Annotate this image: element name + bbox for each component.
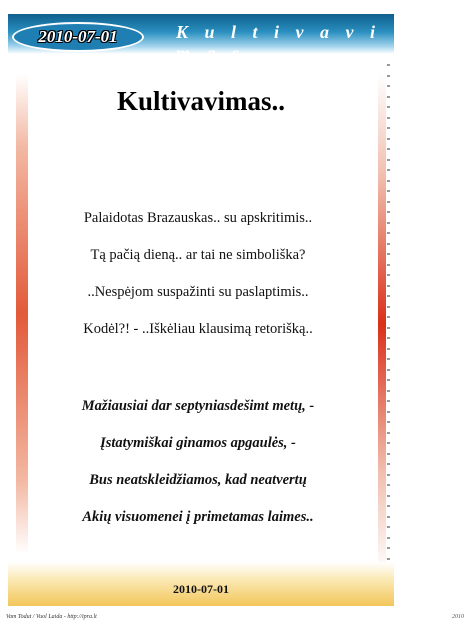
tick-mark xyxy=(387,442,390,444)
tick-mark xyxy=(387,190,390,192)
verse-line: Akių visuomenei į primetamas laimes.. xyxy=(82,509,314,525)
header-banner xyxy=(8,14,394,63)
date-badge xyxy=(12,22,144,52)
tick-mark xyxy=(387,211,390,213)
header-date: 2010-07-01 xyxy=(38,27,118,46)
verse-line: ..Nespėjom suspažinti su paslaptimis.. xyxy=(87,284,309,300)
tick-mark xyxy=(387,358,390,360)
tick-mark xyxy=(387,547,390,549)
tick-mark xyxy=(387,316,390,318)
tick-mark xyxy=(387,327,390,329)
tick-mark xyxy=(387,379,390,381)
tick-mark xyxy=(387,537,390,539)
tick-mark xyxy=(387,222,390,224)
tick-mark xyxy=(387,253,390,255)
document-title: Kultivavimas.. xyxy=(116,86,285,116)
tick-mark xyxy=(387,243,390,245)
verse-line: Tą pačią dieną.. ar tai ne simboliška? xyxy=(90,247,306,263)
footer-date: 2010-07-01 xyxy=(173,582,229,596)
verse-line: Mažiausiai dar septyniasdešimt metų, - xyxy=(81,398,315,414)
tick-mark xyxy=(387,148,390,150)
stanza-1 xyxy=(48,208,348,356)
tick-mark xyxy=(387,516,390,518)
tick-mark xyxy=(387,474,390,476)
tick-mark xyxy=(387,463,390,465)
tick-mark xyxy=(387,169,390,171)
verse-line: Kodėl?! - ..Iškėliau klausimą retorišką.. xyxy=(83,321,313,337)
tick-mark xyxy=(387,75,390,77)
tick-mark xyxy=(387,232,390,234)
stanza-2 xyxy=(48,396,348,544)
right-decorative-bar xyxy=(378,74,386,574)
footer-banner xyxy=(8,562,394,606)
verse-line: Įstatymiškai ginamos apgaulės, - xyxy=(100,435,296,451)
tick-mark xyxy=(387,526,390,528)
tick-mark xyxy=(387,295,390,297)
tick-mark xyxy=(387,337,390,339)
tick-mark xyxy=(387,400,390,402)
verse-line: Palaidotas Brazauskas.. su apskritimis.. xyxy=(83,210,313,226)
tick-mark xyxy=(387,274,390,276)
tick-mark xyxy=(387,369,390,371)
tick-mark xyxy=(387,201,390,203)
side-tick-marks xyxy=(386,64,394,574)
tick-mark xyxy=(387,453,390,455)
tick-mark xyxy=(387,484,390,486)
tick-mark xyxy=(387,558,390,560)
verse-line: Bus neatskleidžiamos, kad neatvertų xyxy=(89,472,307,488)
header-title: K u l t i v a v i m a s . . xyxy=(176,22,381,63)
tick-mark xyxy=(387,348,390,350)
tick-mark xyxy=(387,421,390,423)
tick-mark xyxy=(387,411,390,413)
tick-mark xyxy=(387,64,390,66)
tick-mark xyxy=(387,127,390,129)
tick-mark xyxy=(387,264,390,266)
tick-mark xyxy=(387,432,390,434)
tick-mark xyxy=(387,306,390,308)
tick-mark xyxy=(387,180,390,182)
tick-mark xyxy=(387,390,390,392)
tick-mark xyxy=(387,495,390,497)
tick-mark xyxy=(387,138,390,140)
bottom-credit: Vam Todut / Vuol Laida - http://ipra.lt xyxy=(6,614,97,620)
tick-mark xyxy=(387,159,390,161)
left-decorative-bar xyxy=(16,74,28,554)
document-page xyxy=(8,14,394,606)
tick-mark xyxy=(387,505,390,507)
bottom-page-label: 2010 xyxy=(452,614,464,620)
tick-mark xyxy=(387,285,390,287)
